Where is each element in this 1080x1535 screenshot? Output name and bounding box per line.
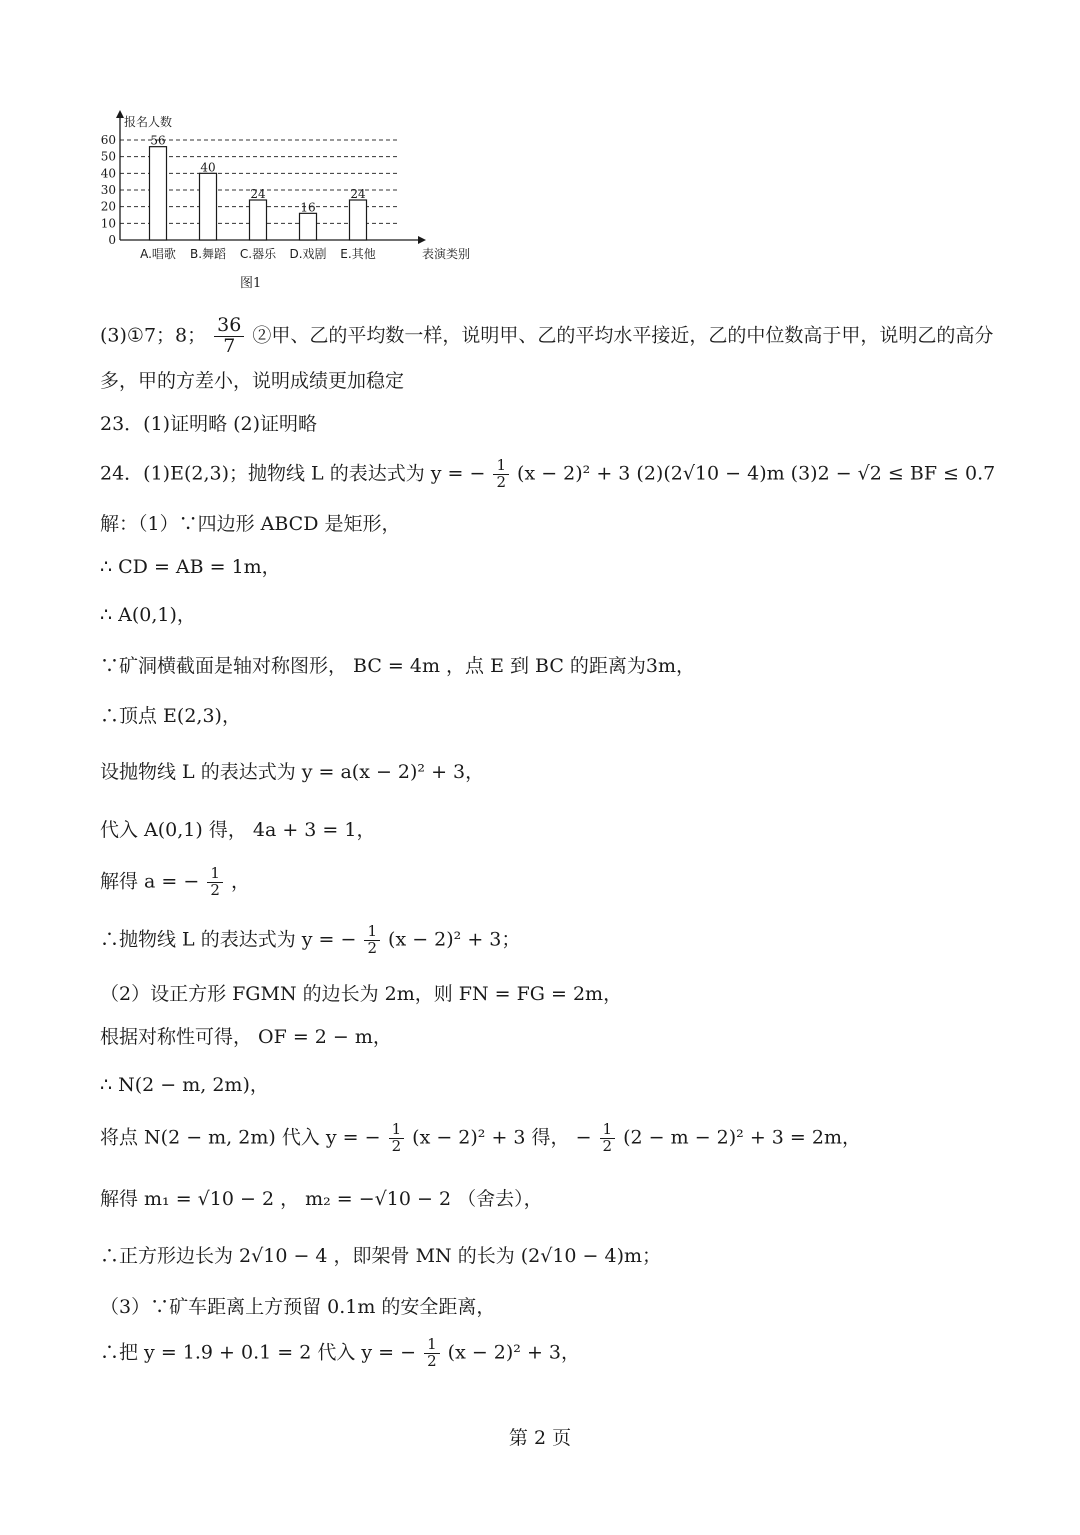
solution-line [100, 1337, 580, 1370]
solution-line: 设抛物线 L 的表达式为 y = a(x − 2)² + 3， [100, 761, 485, 783]
text-seg: 解得 a = − [100, 870, 200, 893]
text-seg: ∴抛物线 L 的表达式为 y = − [100, 928, 357, 951]
frac-numerator: 1 [389, 1122, 405, 1139]
bar-value-label: 56 [150, 133, 166, 148]
solution-line: 解：（1）∵四边形 ABCD 是矩形， [100, 513, 401, 535]
bar-5 [350, 200, 367, 240]
frac-denominator: 2 [367, 938, 377, 957]
frac-numerator: 1 [364, 924, 380, 941]
y-tick-label: 40 [100, 166, 116, 181]
x-tick-label: E.其他 [340, 247, 376, 261]
y-tick-label: 60 [100, 133, 116, 147]
x-tick-label: D.戏剧 [289, 247, 327, 261]
solution-line: （3）∵矿车距离上方预留 0.1m 的安全距离， [100, 1296, 496, 1318]
fraction [364, 924, 380, 957]
y-tick-label: 0 [108, 233, 116, 247]
solution-line [100, 866, 250, 899]
solution-line: 代入 A(0,1) 得， 4a + 3 = 1， [100, 819, 376, 841]
text-seg: (2 − m − 2)² + 3 = 2m， [623, 1126, 861, 1149]
text-seg: (x − 2)² + 3 得， − [412, 1126, 592, 1149]
frac-numerator: 1 [424, 1337, 440, 1354]
solution-line: （2）设正方形 FGMN 的边长为 2m，则 FN = FG = 2m， [100, 983, 623, 1005]
solution-line: 解得 m₁ = √10 − 2 ， m₂ = −√10 − 2 （舍去）， [100, 1188, 543, 1210]
solution-line: ∴正方形边长为 2√10 − 4 ，即架骨 MN 的长为 (2√10 − 4)m； [100, 1245, 662, 1267]
answer-23: 23．(1)证明略 (2)证明略 [100, 413, 318, 435]
text-seg: (x − 2)² + 3； [388, 928, 521, 951]
fraction [207, 866, 223, 899]
x-axis-arrow [418, 236, 426, 244]
text-seg: ∴把 y = 1.9 + 0.1 = 2 代入 y = − [100, 1341, 417, 1364]
frac-denominator: 2 [496, 472, 506, 491]
solution-line [100, 924, 520, 957]
frac-numerator: 1 [600, 1122, 616, 1139]
solution-line: ∴顶点 E(2,3)， [100, 705, 241, 727]
bar-value-label: 24 [350, 187, 366, 201]
bar-value-label: 40 [200, 160, 216, 175]
solution-line: 根据对称性可得， OF = 2 − m， [100, 1026, 392, 1048]
answer-line-3 [100, 316, 993, 357]
text-seg: ②甲、乙的平均数一样，说明甲、乙的平均水平接近，乙的中位数高于甲，说明乙的高分 [252, 324, 994, 347]
text-seg: 将点 N(2 − m, 2m) 代入 y = − [100, 1126, 381, 1149]
bar-4 [300, 213, 317, 240]
page-number: 第 2 页 [508, 1427, 572, 1449]
frac-denominator: 2 [427, 1351, 437, 1370]
y-tick-label: 50 [100, 149, 116, 164]
text-seg: 24．(1)E(2,3)；抛物线 L 的表达式为 y = − [100, 462, 486, 485]
frac-denominator: 2 [210, 880, 220, 899]
bar-value-label: 24 [250, 187, 266, 201]
solution-line: ∴ CD = AB = 1m， [100, 556, 281, 578]
fraction [424, 1337, 440, 1370]
y-axis-arrow [116, 110, 124, 118]
frac-numerator: 1 [207, 866, 223, 883]
fraction [600, 1122, 616, 1155]
fraction [214, 316, 244, 357]
x-axis-title: 表演类别 [422, 247, 470, 261]
x-tick-label: B.舞蹈 [189, 247, 227, 261]
text-seg: (3)①7；8； [100, 324, 207, 347]
solution-line [100, 1122, 861, 1155]
frac-denominator: 2 [602, 1136, 613, 1155]
x-tick-label: C.器乐 [239, 247, 277, 261]
answer-24 [100, 458, 995, 491]
bar-value-label: 16 [300, 200, 316, 215]
frac-numerator: 36 [214, 316, 244, 337]
answer-line-3-cont: 多，甲的方差小，说明成绩更加稳定 [100, 370, 405, 392]
bar-3 [250, 200, 267, 240]
fraction [493, 458, 509, 491]
bar-2 [200, 173, 217, 240]
frac-denominator: 2 [391, 1136, 402, 1155]
figure-caption: 图1 [240, 276, 262, 291]
solution-line: ∵矿洞横截面是轴对称图形， BC = 4m ，点 E 到 BC 的距离为3m， [100, 655, 696, 677]
text-seg: (x − 2)² + 3 (2)(2√10 − 4)m (3)2 − √2 ≤ BF ≤ 0.7 [517, 462, 996, 485]
text-seg: ， [230, 870, 250, 893]
x-tick-label: A.唱歌 [140, 247, 176, 261]
frac-denominator: 7 [223, 334, 236, 357]
y-tick-label: 10 [100, 216, 116, 231]
bar-1 [150, 147, 167, 240]
y-tick-label: 20 [100, 199, 116, 214]
text-seg: (x − 2)² + 3， [447, 1341, 581, 1364]
y-axis-title: 报名人数 [124, 115, 173, 129]
solution-line: ∴ A(0,1)， [100, 604, 196, 626]
bar-chart [90, 108, 470, 268]
fraction [389, 1122, 405, 1155]
solution-line: ∴ N(2 − m, 2m)， [100, 1074, 269, 1096]
y-tick-label: 30 [100, 183, 116, 197]
frac-numerator: 1 [493, 458, 509, 475]
